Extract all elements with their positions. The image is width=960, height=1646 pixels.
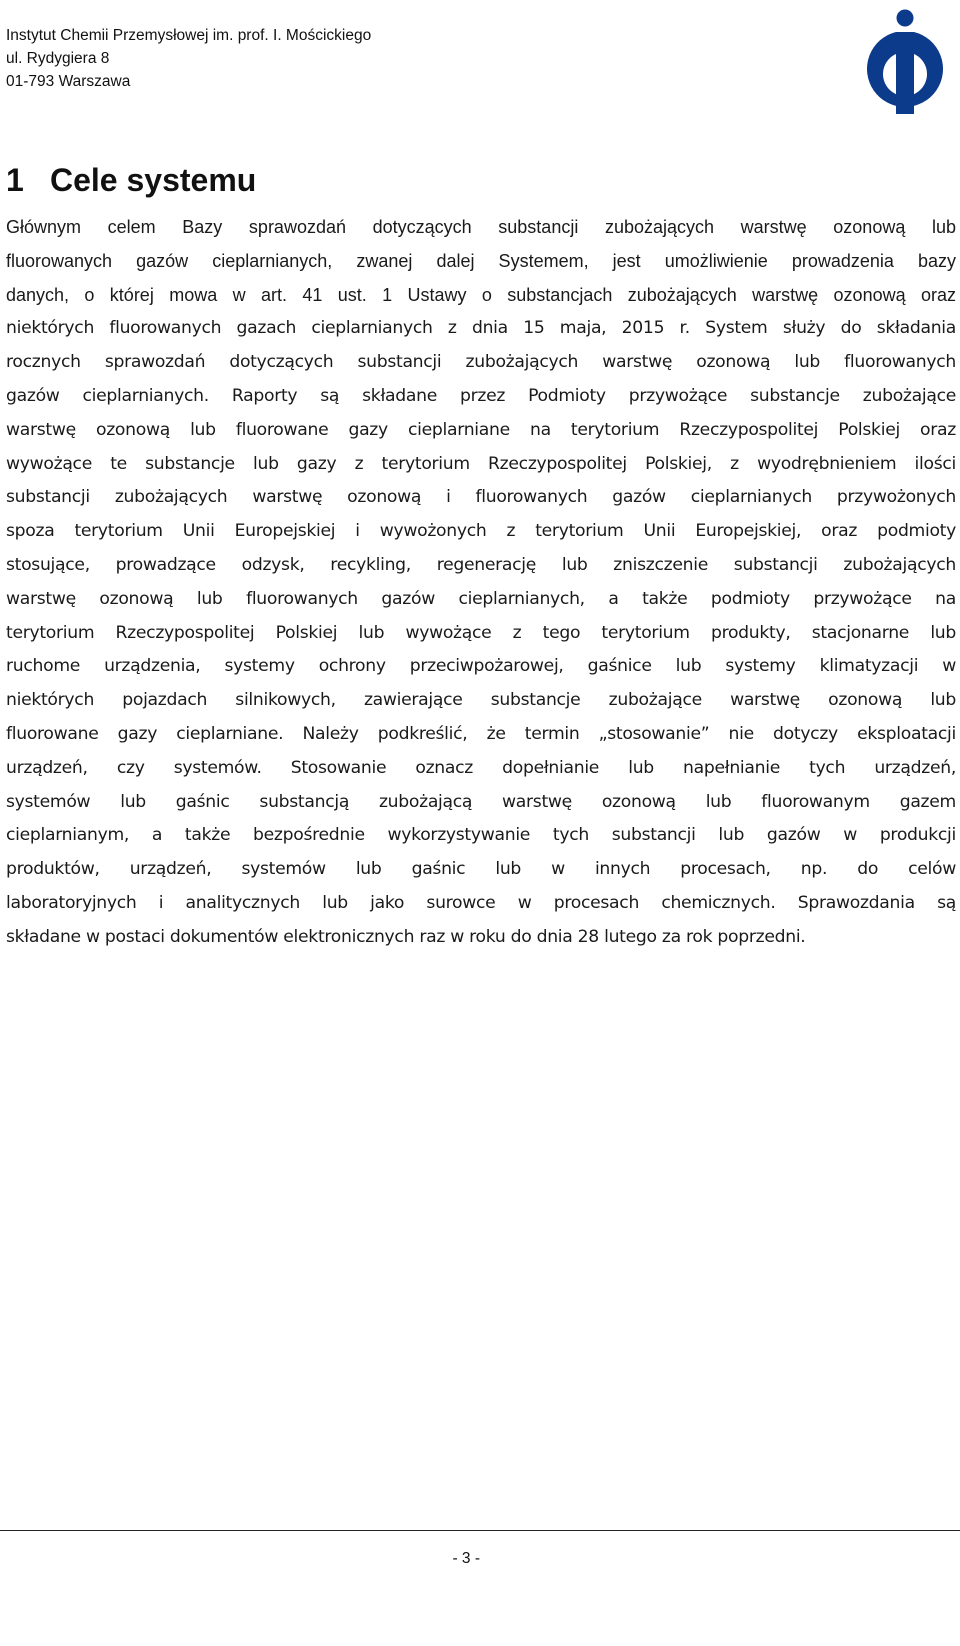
institute-logo-icon bbox=[855, 4, 947, 122]
institution-street: ul. Rydygiera 8 bbox=[6, 50, 110, 67]
paragraph-line: niektórych fluorowanych gazach cieplarnianych z dnia 15 maja, 2015 r. System służy do składania bbox=[6, 318, 956, 339]
institution-city: 01-793 Warszawa bbox=[6, 73, 131, 90]
page-number: - 3 - bbox=[452, 1550, 480, 1567]
paragraph-line: substancji zubożających warstwę ozonową i fluorowanych gazów cieplarnianych przywożonych bbox=[6, 487, 956, 508]
footer-divider bbox=[0, 1530, 960, 1531]
institution-address bbox=[6, 24, 371, 93]
paragraph-line: Głównym celem Bazy sprawozdań dotyczących substancji zubożających warstwę ozonową lub bbox=[6, 217, 956, 237]
paragraph-line: laboratoryjnych i analitycznych lub jako surowce w procesach chemicznych. Sprawozdania są bbox=[6, 892, 956, 913]
institution-name: Instytut Chemii Przemysłowej im. prof. I. Mościckiego bbox=[6, 27, 372, 44]
page-number-container bbox=[0, 1550, 940, 1568]
body-paragraph bbox=[6, 211, 956, 955]
paragraph-line: ruchome urządzenia, systemy ochrony przeciwpożarowej, gaśnice lub systemy klimatyzacji w bbox=[6, 656, 956, 677]
paragraph-line: gazów cieplarnianych. Raporty są składane przez Podmioty przywożące substancje zubożające bbox=[6, 385, 956, 406]
paragraph-line: warstwę ozonową lub fluorowane gazy cieplarniane na terytorium Rzeczypospolitej Polskiej oraz bbox=[6, 419, 956, 440]
paragraph-line: cieplarnianym, a także bezpośrednie wykorzystywanie tych substancji lub gazów w produkcji bbox=[6, 825, 956, 846]
paragraph-line: fluorowane gazy cieplarniane. Należy podkreślić, że termin „stosowanie” nie dotyczy eksploatacji bbox=[6, 723, 956, 744]
paragraph-line: urządzeń, czy systemów. Stosowanie oznacz dopełnianie lub napełnianie tych urządzeń, bbox=[6, 757, 956, 778]
paragraph-line: składane w postaci dokumentów elektronicznych raz w roku do dnia 28 lutego za rok poprzedni. bbox=[6, 926, 806, 947]
paragraph-line: terytorium Rzeczypospolitej Polskiej lub wywożące z tego terytorium produkty, stacjonarne lub bbox=[6, 622, 956, 643]
section-number: 1 bbox=[6, 162, 24, 198]
paragraph-line: systemów lub gaśnic substancją zubożającą warstwę ozonową lub fluorowanym gazem bbox=[6, 791, 956, 812]
paragraph-line: niektórych pojazdach silnikowych, zawierające substancje zubożające warstwę ozonową lub bbox=[6, 690, 956, 711]
paragraph-line: stosujące, prowadzące odzysk, recykling, regenerację lub zniszczenie substancji zubożających bbox=[6, 554, 956, 575]
section-title: Cele systemu bbox=[50, 162, 257, 198]
paragraph-line: produktów, urządzeń, systemów lub gaśnic lub w innych procesach, np. do celów bbox=[6, 859, 956, 880]
paragraph-line: rocznych sprawozdań dotyczących substancji zubożających warstwę ozonową lub fluorowanych bbox=[6, 352, 956, 373]
paragraph-line: warstwę ozonową lub fluorowanych gazów cieplarnianych, a także podmioty przywożące na bbox=[6, 588, 956, 609]
paragraph-line: wywożące te substancje lub gazy z terytorium Rzeczypospolitej Polskiej, z wyodrębnieniem ilości bbox=[6, 453, 956, 474]
section-heading bbox=[6, 160, 256, 200]
paragraph-line: danych, o której mowa w art. 41 ust. 1 Ustawy o substancjach zubożających warstwę ozonową oraz bbox=[6, 284, 956, 305]
paragraph-line: fluorowanych gazów cieplarnianych, zwanej dalej Systemem, jest umożliwienie prowadzenia bazy bbox=[6, 250, 956, 271]
paragraph-line: spoza terytorium Unii Europejskiej i wywożonych z terytorium Unii Europejskiej, oraz podmioty bbox=[6, 521, 956, 542]
